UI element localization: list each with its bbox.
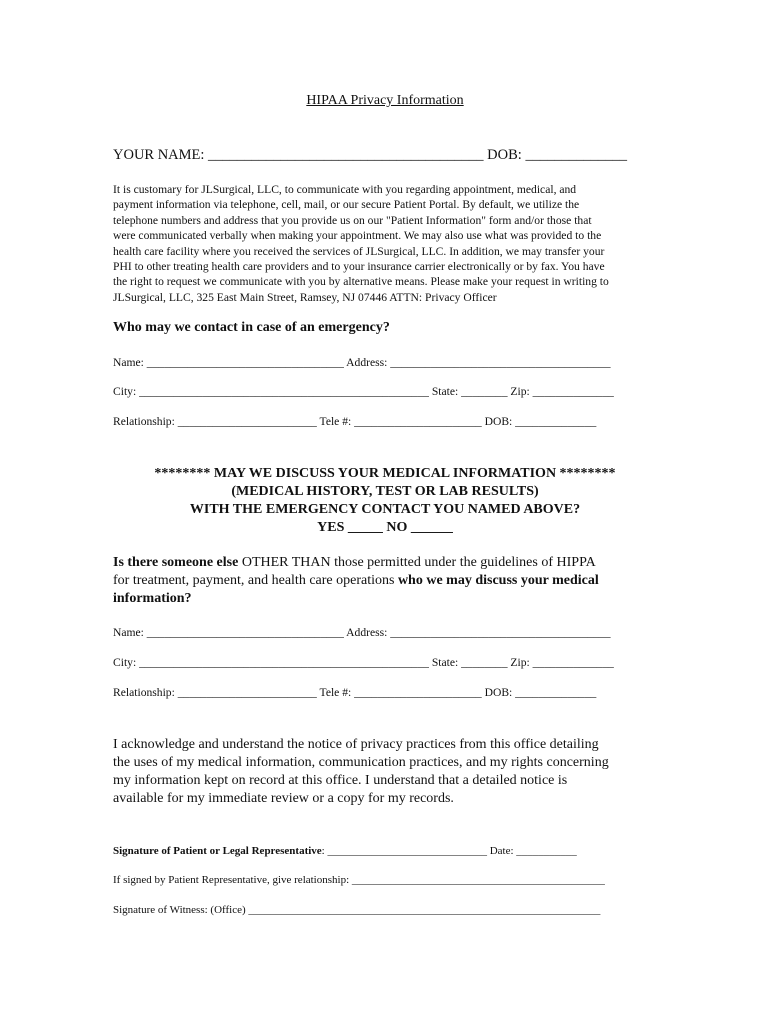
discuss-line: (MEDICAL HISTORY, TEST OR LAB RESULTS): [231, 484, 539, 499]
acknowledgement-line: the uses of my medical information, communication practices, and my rights concerning: [113, 755, 609, 770]
signature-date-blanks[interactable]: : _____________________________ Date: ___________: [321, 845, 577, 857]
your-name-dob-line[interactable]: YOUR NAME: ______________________________________ DOB: ______________: [113, 147, 627, 163]
contact2-relationship-tele-dob-line[interactable]: Relationship: ________________________ Tele #: ______________________ DOB: ______________: [113, 686, 597, 699]
someone-else-line2-bold: who we may discuss your medical: [397, 573, 599, 588]
intro-line: were communicated verbally when making your appointment. We may also use what was provided to the: [113, 229, 602, 243]
discuss-line: ******** MAY WE DISCUSS YOUR MEDICAL INFORMATION ********: [154, 466, 616, 481]
contact1-name-address-line[interactable]: Name: __________________________________ Address: ______________________________________: [113, 356, 611, 369]
someone-else-rest: OTHER THAN those permitted under the guidelines of HIPPA: [238, 555, 596, 570]
intro-paragraph: [113, 182, 658, 305]
contact2-city-state-zip-line[interactable]: City: __________________________________________________ State: ________ Zip: ______________: [113, 656, 614, 669]
intro-line: It is customary for JLSurgical, LLC, to communicate with you regarding appointment, medical, and: [113, 183, 577, 196]
acknowledgement-line: my information kept on record at this office. I understand that a detailed notice is: [113, 773, 568, 788]
signature-label: Signature of Patient or Legal Representative: [113, 845, 322, 857]
contact1-relationship-tele-dob-line[interactable]: Relationship: ________________________ Tele #: ______________________ DOB: ______________: [113, 415, 597, 428]
someone-else-line3-bold: information?: [113, 591, 192, 606]
contact1-city-state-zip-line[interactable]: City: __________________________________________________ State: ________ Zip: ______________: [113, 385, 614, 398]
discuss-line: WITH THE EMERGENCY CONTACT YOU NAMED ABOVE?: [189, 502, 581, 517]
contact2-name-address-line[interactable]: Name: __________________________________ Address: ______________________________________: [113, 626, 611, 639]
intro-line: telephone numbers and address that you provide us on our "Patient Information" form and/or those that: [113, 213, 592, 227]
intro-line: health care facility where you received the services of JLSurgical, LLC. In addition, we may transfer your: [113, 244, 605, 258]
witness-signature-line[interactable]: Signature of Witness: (Office) ________________________________________________________________: [113, 904, 601, 916]
acknowledgement-line: available for my immediate review or a copy for my records.: [113, 791, 454, 806]
patient-signature-line[interactable]: [113, 845, 577, 857]
intro-line: the right to request we communicate with you by alternative means. Please make your request in writing to: [113, 275, 609, 289]
form-title: HIPAA Privacy Information: [306, 93, 464, 108]
someone-else-bold: Is there someone else: [113, 555, 239, 570]
emergency-heading: Who may we contact in case of an emergency?: [113, 320, 390, 335]
someone-else-line2: for treatment, payment, and health care operations: [113, 573, 398, 588]
intro-line: PHI to other treating health care providers and to your insurance carrier electronically or by fax. You have: [113, 260, 605, 274]
yes-no-line[interactable]: YES _____ NO ______: [317, 520, 453, 535]
intro-line: JLSurgical, LLC, 325 East Main Street, Ramsey, NJ 07446 ATTN: Privacy Officer: [113, 290, 497, 304]
representative-relationship-line[interactable]: If signed by Patient Representative, give relationship: ______________________________________________: [113, 874, 605, 886]
acknowledgement-paragraph: [113, 736, 609, 808]
intro-line: payment information via telephone, cell, mail, or our secure Patient Portal. By default, we utilize the: [113, 198, 580, 212]
acknowledgement-line: I acknowledge and understand the notice of privacy practices from this office detailing: [113, 737, 599, 752]
someone-else-question: [113, 554, 599, 608]
discuss-consent-block: [0, 465, 770, 537]
